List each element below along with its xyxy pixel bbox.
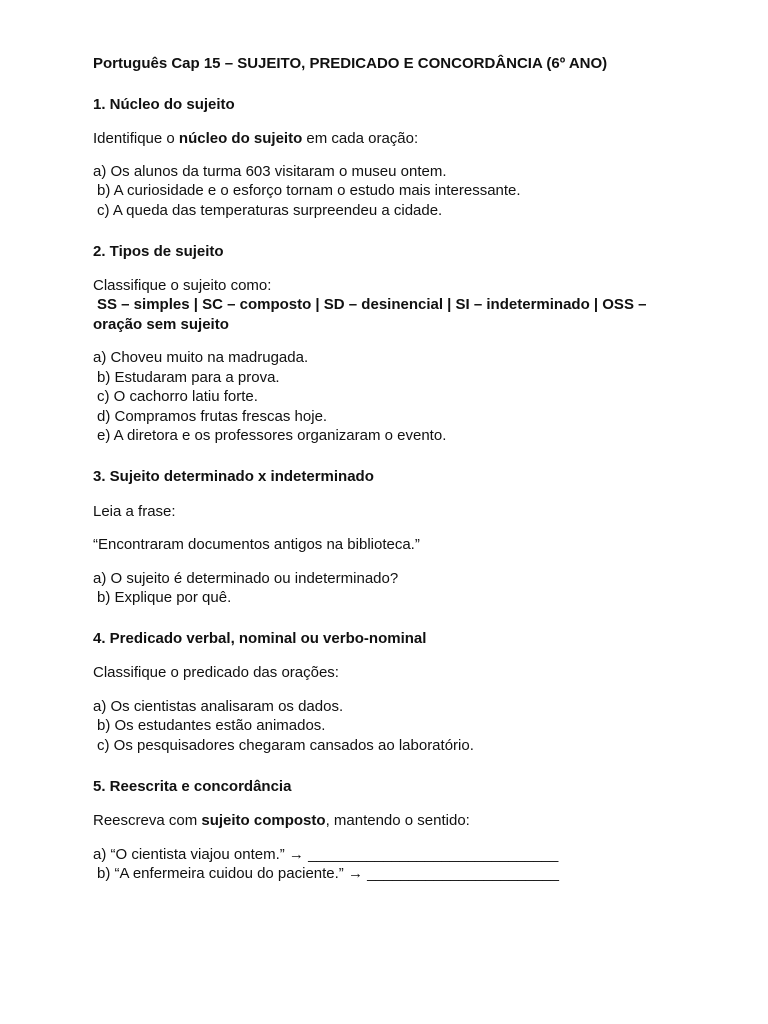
section-4-heading: 4. Predicado verbal, nominal ou verbo-nominal xyxy=(93,630,427,647)
section-2-heading: 2. Tipos de sujeito xyxy=(93,243,224,260)
instruction-text: Reescreva com xyxy=(93,812,202,829)
section-2-item-a: a) Choveu muito na madrugada. xyxy=(93,349,309,366)
section-5-heading: 5. Reescrita e concordância xyxy=(93,778,292,795)
section-2-item-b: b) Estudaram para a prova. xyxy=(97,369,280,386)
section-1-item-a: a) Os alunos da turma 603 visitaram o museu ontem. xyxy=(93,163,447,180)
instruction-emphasis: núcleo do sujeito xyxy=(178,130,303,147)
section-2-item-e: e) A diretora e os professores organizaram o evento. xyxy=(97,427,447,444)
section-4-instruction: Classifique o predicado das orações: xyxy=(93,664,339,681)
section-4-item-a: a) Os cientistas analisaram os dados. xyxy=(93,698,344,715)
instruction-emphasis: sujeito composto xyxy=(201,812,326,829)
section-3-quote: “Encontraram documentos antigos na biblioteca.” xyxy=(93,536,420,553)
section-2-legend-line-1: SS – simples | SC – composto | SD – desinencial | SI – indeterminado | OSS – xyxy=(97,296,647,313)
section-2-item-d: d) Compramos frutas frescas hoje. xyxy=(97,408,328,425)
section-1-heading: 1. Núcleo do sujeito xyxy=(93,96,235,113)
section-1-instruction xyxy=(93,129,418,148)
section-3-heading: 3. Sujeito determinado x indeterminado xyxy=(93,468,374,485)
section-2-instruction: Classifique o sujeito como: xyxy=(93,277,272,294)
instruction-text: em cada oração: xyxy=(302,130,419,147)
section-2-item-c: c) O cachorro latiu forte. xyxy=(97,388,258,405)
instruction-text: , mantendo o sentido: xyxy=(325,812,470,829)
section-1-item-b: b) A curiosidade e o esforço tornam o estudo mais interessante. xyxy=(97,182,521,199)
section-4-item-b: b) Os estudantes estão animados. xyxy=(97,717,326,734)
section-1-item-c: c) A queda das temperaturas surpreendeu a cidade. xyxy=(97,202,443,219)
section-4-item-c: c) Os pesquisadores chegaram cansados ao laboratório. xyxy=(97,737,474,754)
instruction-text: Identifique o xyxy=(93,130,179,147)
page-title: Português Cap 15 – SUJEITO, PREDICADO E CONCORDÂNCIA (6º ANO) xyxy=(93,55,608,72)
section-5-item-a: a) “O cientista viajou ontem.” → ______________________________ xyxy=(93,846,559,863)
section-5-item-b: b) “A enfermeira cuidou do paciente.” → _______________________ xyxy=(97,865,560,882)
section-3-item-b: b) Explique por quê. xyxy=(97,589,232,606)
section-5-instruction xyxy=(93,811,470,830)
section-3-instruction: Leia a frase: xyxy=(93,503,176,520)
section-2-legend-line-2: oração sem sujeito xyxy=(93,316,229,333)
section-3-item-a: a) O sujeito é determinado ou indeterminado? xyxy=(93,570,399,587)
